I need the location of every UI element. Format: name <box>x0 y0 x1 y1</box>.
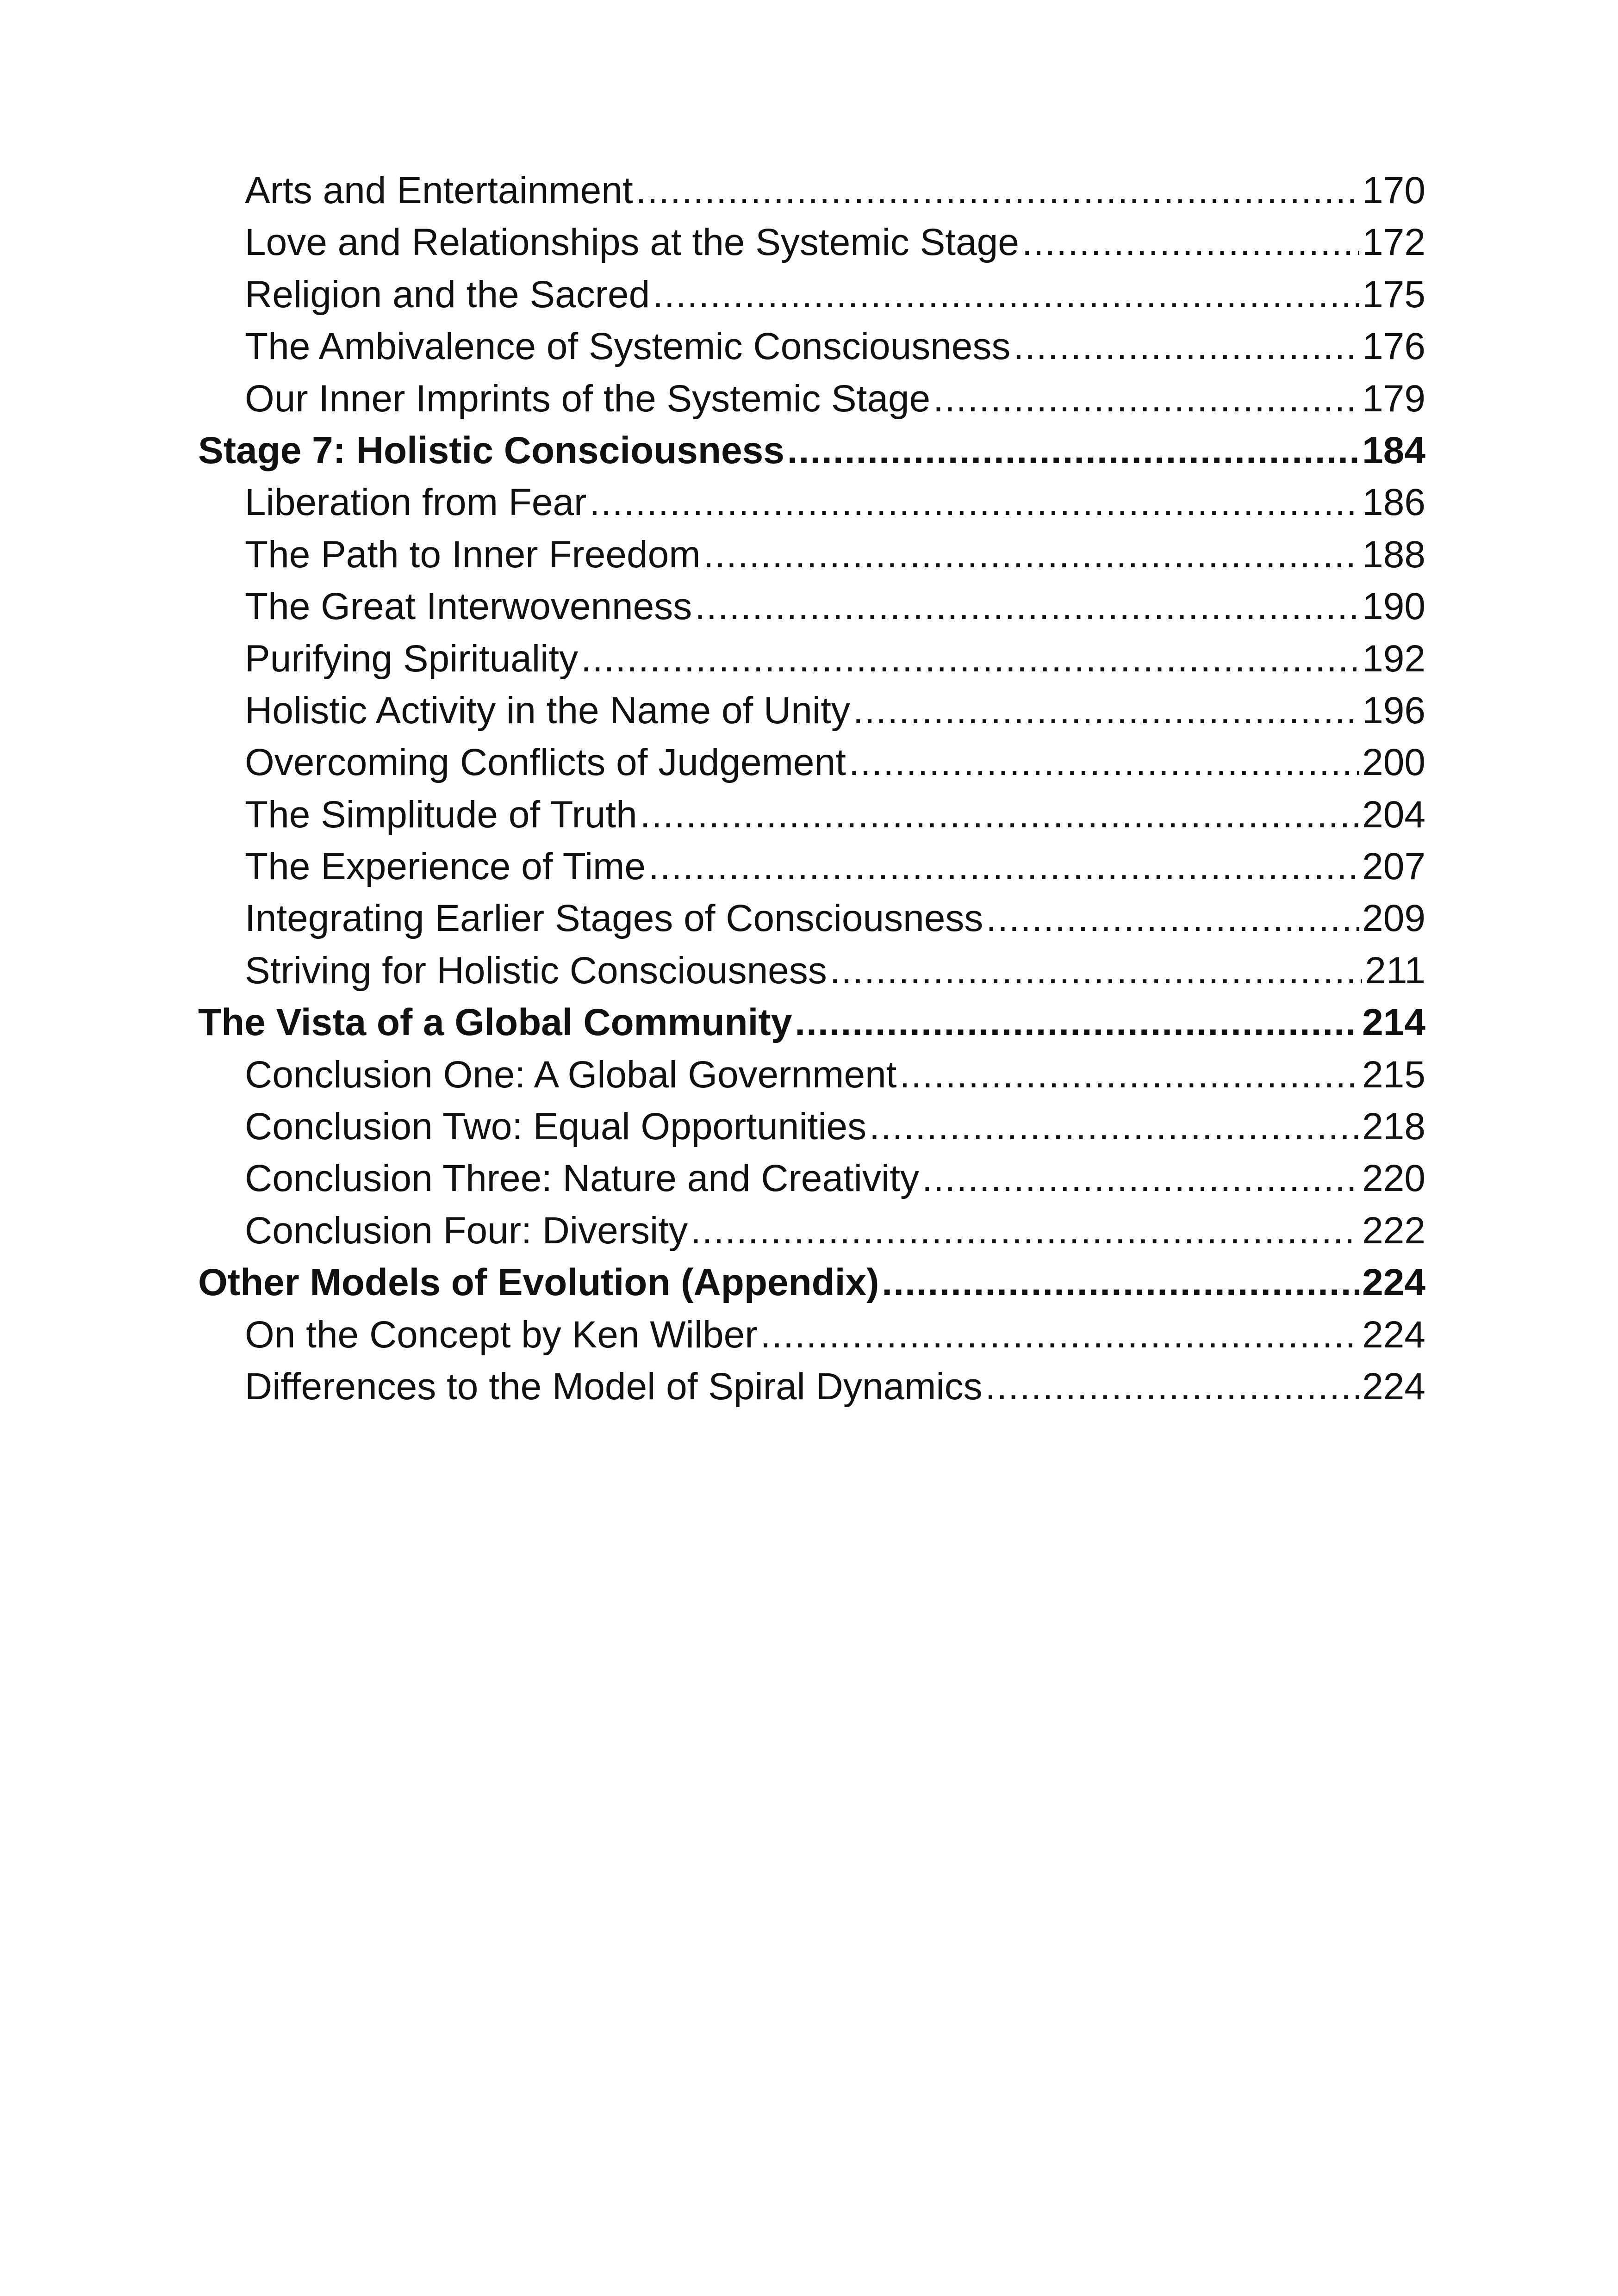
toc-entry-title: Conclusion Four: Diversity <box>245 1209 688 1252</box>
dot-leader <box>985 1361 1360 1413</box>
toc-entry[interactable] <box>198 477 1425 528</box>
toc-chapter-title: Other Models of Evolution (Appendix) <box>198 1261 879 1304</box>
table-of-contents <box>198 165 1425 1413</box>
toc-entry-page: 211 <box>1365 949 1425 992</box>
toc-entry[interactable] <box>198 1205 1425 1257</box>
toc-entry-title: Love and Relationships at the Systemic Stage <box>245 221 1019 264</box>
toc-entry[interactable] <box>198 269 1425 321</box>
toc-entry-page: 186 <box>1362 481 1425 524</box>
toc-entry-page: 204 <box>1362 793 1425 836</box>
toc-entry-title: Arts and Entertainment <box>245 169 633 211</box>
toc-entry-page: 188 <box>1362 533 1425 576</box>
toc-chapter-entry[interactable] <box>198 1257 1425 1309</box>
toc-entry[interactable] <box>198 1153 1425 1204</box>
toc-entry[interactable] <box>198 685 1425 737</box>
dot-leader <box>589 477 1359 528</box>
dot-leader <box>703 529 1360 581</box>
dot-leader <box>640 789 1359 841</box>
toc-entry[interactable] <box>198 217 1425 268</box>
toc-entry-title: Differences to the Model of Spiral Dynamics <box>245 1365 983 1408</box>
toc-entry-page: 218 <box>1362 1105 1425 1148</box>
toc-entry-page: 207 <box>1362 845 1425 888</box>
toc-entry-title: Overcoming Conflicts of Judgement <box>245 741 846 784</box>
toc-chapter-page: 224 <box>1362 1261 1425 1304</box>
toc-entry-page: 176 <box>1362 325 1425 368</box>
toc-entry-page: 200 <box>1362 741 1425 784</box>
toc-entry[interactable] <box>198 581 1425 633</box>
toc-entry-title: Liberation from Fear <box>245 481 587 524</box>
dot-leader <box>849 737 1359 788</box>
toc-entry-page: 222 <box>1362 1209 1425 1252</box>
dot-leader <box>882 1257 1359 1309</box>
dot-leader <box>986 893 1359 944</box>
toc-chapter-title: Stage 7: Holistic Consciousness <box>198 429 784 472</box>
toc-entry[interactable] <box>198 893 1425 944</box>
dot-leader <box>1013 321 1359 372</box>
toc-entry-page: 196 <box>1362 689 1425 732</box>
toc-entry-title: The Great Interwovenness <box>245 585 692 628</box>
toc-entry-title: Conclusion Two: Equal Opportunities <box>245 1105 867 1148</box>
toc-entry-title: Our Inner Imprints of the Systemic Stage <box>245 377 931 420</box>
dot-leader <box>695 581 1359 633</box>
toc-entry-title: Conclusion Three: Nature and Creativity <box>245 1157 919 1200</box>
dot-leader <box>933 373 1359 425</box>
toc-entry[interactable] <box>198 633 1425 685</box>
toc-entry-title: The Experience of Time <box>245 845 646 888</box>
toc-entry-page: 224 <box>1362 1313 1425 1356</box>
toc-entry-title: Integrating Earlier Stages of Consciousness <box>245 897 983 940</box>
dot-leader <box>853 685 1359 737</box>
dot-leader <box>636 165 1360 217</box>
toc-entry-title: Conclusion One: A Global Government <box>245 1053 897 1096</box>
toc-entry-title: Purifying Spirituality <box>245 637 579 680</box>
toc-entry-page: 170 <box>1362 169 1425 211</box>
toc-entry[interactable] <box>198 1101 1425 1153</box>
toc-entry[interactable] <box>198 373 1425 425</box>
toc-chapter-page: 184 <box>1362 429 1425 472</box>
dot-leader <box>581 633 1359 685</box>
dot-leader <box>899 1049 1359 1101</box>
toc-entry[interactable] <box>198 165 1425 217</box>
toc-entry-title: The Ambivalence of Systemic Consciousness <box>245 325 1011 368</box>
toc-entry-page: 192 <box>1362 637 1425 680</box>
dot-leader <box>760 1309 1360 1361</box>
toc-entry-page: 175 <box>1362 273 1425 316</box>
toc-entry-page: 179 <box>1362 377 1425 420</box>
toc-chapter-entry[interactable] <box>198 425 1425 477</box>
toc-entry[interactable] <box>198 737 1425 788</box>
toc-entry-page: 190 <box>1362 585 1425 628</box>
toc-entry-title: The Simplitude of Truth <box>245 793 637 836</box>
toc-entry-title: Religion and the Sacred <box>245 273 650 316</box>
toc-entry[interactable] <box>198 321 1425 372</box>
toc-entry-page: 215 <box>1362 1053 1425 1096</box>
toc-entry-title: Holistic Activity in the Name of Unity <box>245 689 850 732</box>
toc-entry-title: On the Concept by Ken Wilber <box>245 1313 758 1356</box>
toc-chapter-title: The Vista of a Global Community <box>198 1001 792 1044</box>
toc-entry[interactable] <box>198 841 1425 893</box>
toc-entry-page: 224 <box>1362 1365 1425 1408</box>
toc-entry-page: 209 <box>1362 897 1425 940</box>
dot-leader <box>830 945 1362 997</box>
toc-entry[interactable] <box>198 789 1425 841</box>
toc-entry-title: Striving for Holistic Consciousness <box>245 949 827 992</box>
toc-entry-title: The Path to Inner Freedom <box>245 533 701 576</box>
dot-leader <box>691 1205 1359 1257</box>
toc-entry-page: 172 <box>1362 221 1425 264</box>
dot-leader <box>653 269 1359 321</box>
toc-chapter-page: 214 <box>1362 1001 1425 1044</box>
toc-entry[interactable] <box>198 1049 1425 1101</box>
toc-entry[interactable] <box>198 1361 1425 1413</box>
toc-entry-page: 220 <box>1362 1157 1425 1200</box>
dot-leader <box>869 1101 1359 1153</box>
toc-chapter-entry[interactable] <box>198 997 1425 1049</box>
dot-leader <box>648 841 1359 893</box>
toc-entry[interactable] <box>198 1309 1425 1361</box>
toc-entry[interactable] <box>198 529 1425 581</box>
toc-entry[interactable] <box>198 945 1425 997</box>
dot-leader <box>795 997 1359 1049</box>
dot-leader <box>922 1153 1359 1204</box>
dot-leader <box>787 425 1359 477</box>
dot-leader <box>1022 217 1359 268</box>
